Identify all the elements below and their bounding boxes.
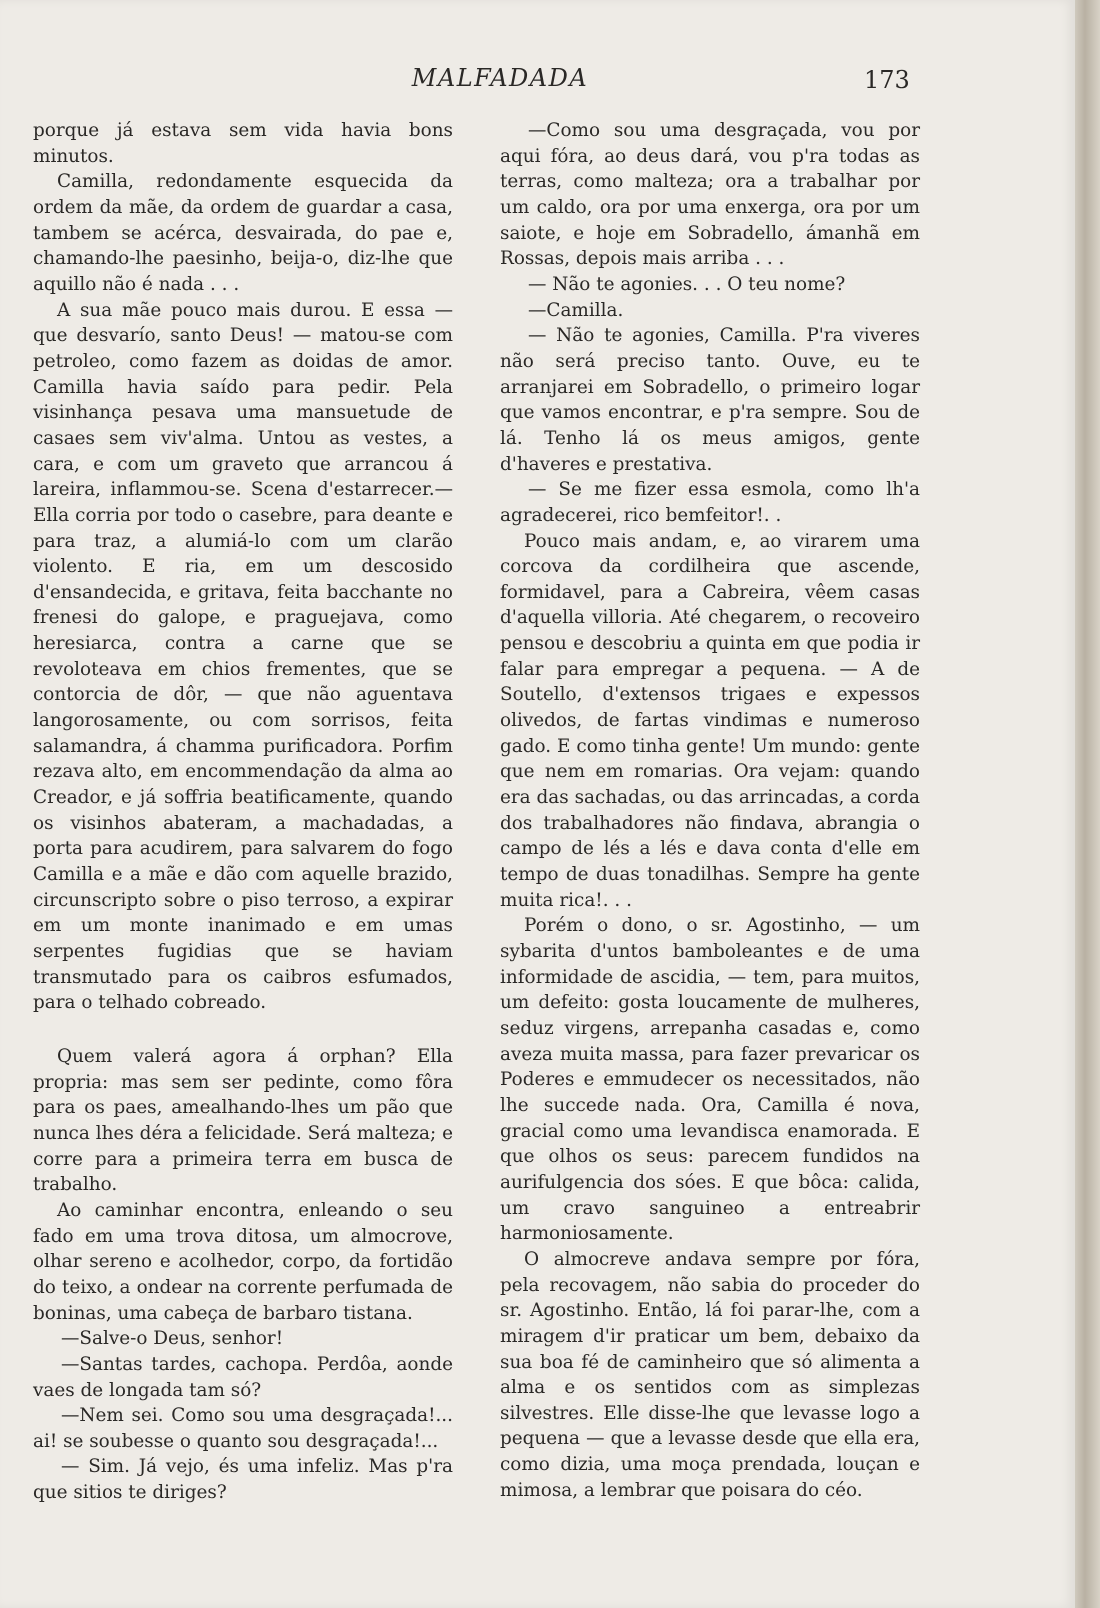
page-number: 173: [864, 66, 910, 94]
paragraph: Camilla, redondamente esquecida da ordem da mãe, da ordem de guardar a casa, tambem se acérca, desvairada, do pae e, chamando-lhe paesinho, beija-o, diz-lhe que aquillo não é nada . . .: [33, 171, 453, 295]
dialogue-line: — Não te agonies. . . O teu nome?: [528, 273, 846, 295]
dialogue-line: — Não te agonies, Camilla. P'ra viveres não será preciso tanto. Ouve, eu te arranjarei em Sobradello, o primeiro logar que vamos encontrar, e p'ra sempre. Sou de lá. Tenho lá os meus amigos, gente d'haveres e prestativa.: [500, 325, 920, 475]
dialogue-line: —Santas tardes, cachopa. Perdôa, aonde vaes de longada tam só?: [33, 1353, 453, 1401]
dialogue-line: — Se me fizer essa esmola, como lh'a agradecerei, rico bemfeitor!. .: [500, 479, 920, 526]
right-column: [500, 118, 920, 1503]
paragraph: porque já estava sem vida havia bons minutos.: [33, 120, 453, 167]
dialogue-line: —Nem sei. Como sou uma desgraçada!... ai! se soubesse o quanto sou desgraçada!...: [33, 1405, 453, 1452]
dialogue-line: —Como sou uma desgraçada, vou por aqui fóra, ao deus dará, vou p'ra todas as terras, como malteza; ora a trabalhar por um caldo, ora por uma enxerga, ora por um saiote, e hoje em Sobradello, ámanhã em Rossas, depois mais arriba . . .: [500, 120, 920, 270]
running-title: MALFADADA: [411, 64, 589, 92]
dialogue-line: —Salve-o Deus, senhor!: [61, 1328, 284, 1350]
left-column: [33, 118, 453, 1506]
paragraph: Porém o dono, o sr. Agostinho, — um sybarita d'untos bamboleantes e de uma informidade de ascidia, — tem, para muitos, um defeito: gosta loucamente de mulheres, seduz virgens, arrepanha casadas e, como aveza muita massa, para fazer prevaricar os Poderes e emmudecer os necessitados, não lhe succede nada. Ora, Camilla é nova, gracial como uma levandisca enamorada. E que olhos os seus: parecem fundidos na aurifulgencia dos sóes. E que bôca: calida, um cravo sanguineo a entreabrir harmoniosamente.: [500, 915, 920, 1245]
dialogue-line: —Camilla.: [528, 299, 624, 321]
paragraph: Pouco mais andam, e, ao virarem uma corcova da cordilheira que ascende, formidavel, para a Cabreira, vêem casas d'aquella villoria. Até chegarem, o recoveiro pensou e descobriu a quinta em que podia ir falar para empregar a pequena. — A de Soutello, d'extensos trigaes e expessos olivedos, de fartas vindimas e numeroso gado. E como tinha gente! Um mundo: gente que nem em romarias. Ora vejam: quando era das sachadas, ou das arrincadas, a corda dos trabalhadores não findava, abrangia o campo de lés a lés e dava conta d'elle em tempo de duas tonadilhas. Sempre ha gente muita rica!. . .: [500, 530, 920, 911]
page-header: [0, 62, 1075, 102]
page-edge: [1075, 0, 1100, 1608]
paragraph: A sua mãe pouco mais durou. E essa — que desvarío, santo Deus! — matou-se com petroleo, como fazem as doidas de amor. Camilla havia saído para pedir. Pela visinhança pesava uma mansuetude de casaes sem viv'alma. Untou as vestes, a cara, e com um graveto que arrancou á lareira, inflammou-se. Scena d'estarrecer.—Ella corria por todo o casebre, para deante e para traz, a alumiá-lo com um clarão violento. E ria, em um descosido d'ensandecida, e gritava, feita bacchante no frenesi do galope, e praguejava, como heresiarca, contra a carne que se revoloteava em chios frementes, que se contorcia de dôr, — que não aguentava langorosamente, ou com sorrisos, feita salamandra, á chamma purificadora. Porfim rezava alto, em encommendação da alma ao Creador, e já soffria beatificamente, quando os visinhos abateram, a machadadas, a porta para acudirem, para salvarem do fogo Camilla e a mãe e dão com aquelle brazido, circunscripto sobre o piso terroso, a expirar em um monte inanimado e em umas serpentes fugidias que se haviam transmutado para os caibros esfumados, para o telhado cobreado.: [33, 299, 453, 1014]
paragraph: Quem valerá agora á orphan? Ella propria: mas sem ser pedinte, como fôra para os paes, amealhando-lhes um pão que nunca lhes déra a felicidade. Será malteza; e corre para a primeira terra em busca de trabalho.: [33, 1045, 453, 1196]
paragraph: Ao caminhar encontra, enleando o seu fado em uma trova ditosa, um almocrove, olhar sereno e acolhedor, corpo, da fortidão do teixo, a ondear na corrente perfumada de boninas, uma cabeça de barbaro tistana.: [33, 1199, 453, 1324]
dialogue-line: — Sim. Já vejo, és uma infeliz. Mas p'ra que sitios te diriges?: [33, 1456, 453, 1504]
paragraph: O almocreve andava sempre por fóra, pela recovagem, não sabia do proceder do sr. Agostinho. Então, lá foi parar-lhe, com a miragem d'ir praticar um bem, debaixo da sua boa fé de caminheiro que só alimenta a alma e os sentidos com as simplezas silvestres. Elle disse-lhe que levasse logo a pequena — que a levasse desde que ella era, como dizia, uma moça prendada, louçan e mimosa, a lembrar que poisara do céo.: [500, 1248, 920, 1501]
